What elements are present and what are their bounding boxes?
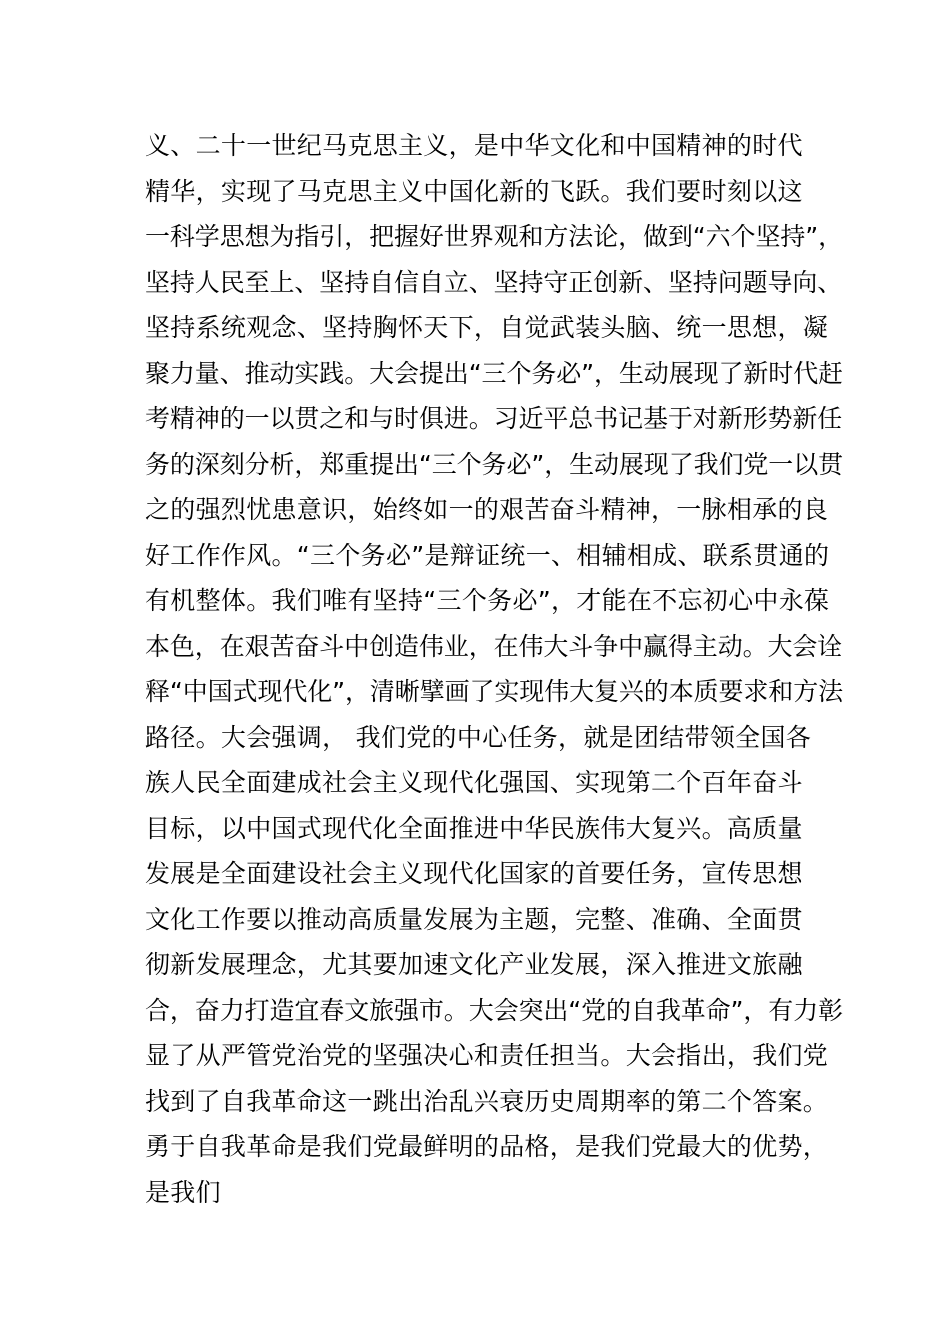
text-line: 释“中国式现代化”，清晰擘画了实现伟大复兴的本质要求和方法 (145, 677, 844, 706)
text-line: 是我们 (145, 1177, 221, 1207)
text-line: 合，奋力打造宜春文旅强市。大会突出“党的自我革命”，有力彰 (145, 995, 844, 1025)
body-text (145, 123, 845, 1215)
text-line: 文化工作要以推动高质量发展为主题，完整、准确、全面贯 (145, 904, 803, 934)
text-line: 本色，在艰苦奋斗中创造伟业，在伟大斗争中赢得主动。大会诠 (145, 631, 843, 661)
text-line: 精华，实现了马克思主义中国化新的飞跃。我们要时刻以这 (145, 176, 803, 206)
text-line: 之的强烈忧患意识，始终如一的艰苦奋斗精神，一脉相承的良 (145, 495, 829, 524)
text-line: 发展是全面建设社会主义现代化国家的首要任务，宣传思想 (145, 859, 803, 888)
text-line: 路径。大会强调， 我们党的中心任务，就是团结带领全国各 (145, 722, 812, 752)
text-line: 有机整体。我们唯有坚持“三个务必”，才能在不忘初心中永葆 (145, 586, 830, 615)
text-line: 显了从严管党治党的坚强决心和责任担当。大会指出，我们党 (145, 1041, 829, 1070)
text-line: 坚持人民至上、坚持自信自立、坚持守正创新、坚持问题导向、 (145, 267, 843, 297)
text-line: 找到了自我革命这一跳出治乱兴衰历史周期率的第二个答案。 (145, 1086, 829, 1116)
text-line: 考精神的一以贯之和与时俱进。习近平总书记基于对新形势新任 (145, 404, 843, 433)
text-line: 坚持系统观念、坚持胸怀天下，自觉武装头脑、统一思想，凝 (145, 313, 829, 342)
text-line: 彻新发展理念，尤其要加速文化产业发展，深入推进文旅融 (145, 950, 803, 979)
text-line: 勇于自我革命是我们党最鲜明的品格，是我们党最大的优势， (145, 1132, 829, 1161)
text-line: 一科学思想为指引，把握好世界观和方法论，做到“六个坚持”， (145, 222, 844, 251)
text-line: 目标，以中国式现代化全面推进中华民族伟大复兴。高质量 (145, 813, 803, 843)
text-line: 务的深刻分析，郑重提出“三个务必”，生动展现了我们党一以贯 (145, 449, 844, 479)
text-line: 义、二十一世纪马克思主义，是中华文化和中国精神的时代 (145, 131, 803, 160)
text-line: 好工作作风。“三个务必”是辩证统一、相辅相成、联系贯通的 (145, 540, 830, 570)
text-line: 聚力量、推动实践。大会提出“三个务必”，生动展现了新时代赶 (145, 358, 844, 388)
text-line: 族人民全面建成社会主义现代化强国、实现第二个百年奋斗 (145, 768, 803, 797)
